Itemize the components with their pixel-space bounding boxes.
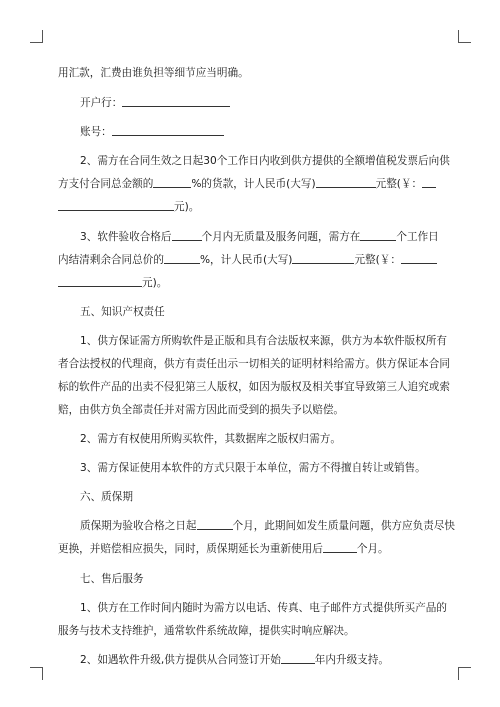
section-heading: 七、售后服务 — [80, 573, 144, 585]
paragraph-line: 服务与技术支持维护，通常软件系统故障，提供实时响应解决。 — [58, 625, 355, 637]
paragraph-line: 赔，由供方负全部责任并对需方因此而受到的损失予以赔偿。 — [58, 404, 345, 416]
account-blank — [112, 125, 224, 136]
paragraph-line: 元)。 — [58, 276, 167, 290]
section-heading: 五、知识产权责任 — [80, 306, 165, 318]
paragraph-line: 元)。 — [58, 200, 199, 214]
paragraph-line: 3、需方保证使用本软件的方式只限于本单位，需方不得擅自转让或销售。 — [80, 462, 426, 474]
workdays-blank — [360, 230, 396, 241]
paragraph-line: 3、软件验收合格后 个月内无质量及服务问题，需方在 个工作日 — [80, 231, 439, 243]
amount-figure-blank-cont — [58, 200, 174, 211]
paragraph-line: 者合法授权的代理商，供方有责任出示一切相关的证明材料给需方。供方保证本合同 — [58, 358, 450, 370]
bank-blank — [122, 96, 230, 107]
percent-blank — [164, 253, 200, 264]
paragraph-line: 方支付合同总金额的 %的货款，计人民币(大写) 元整(￥： — [58, 177, 436, 191]
paragraph-line: 2、如遇软件升级,供方提供从合同签订开始 年内升级支持。 — [80, 654, 389, 666]
amount-words-blank — [316, 177, 376, 188]
amount-figure-blank-cont — [58, 276, 142, 287]
account-label: 账号： — [80, 126, 112, 138]
crop-mark-top-right — [458, 30, 471, 43]
paragraph-line: 2、需方在合同生效之日起30个工作日内收到供方提供的全额增值税发票后向供 — [80, 155, 450, 167]
paragraph-line: 更换，并赔偿相应损失，同时，质保期延长为重新使用后 个月。 — [58, 543, 389, 555]
bank-label: 开户行： — [80, 97, 123, 109]
crop-mark-top-left — [30, 30, 43, 43]
section-heading: 六、质保期 — [80, 491, 133, 503]
upgrade-years-blank — [281, 653, 315, 664]
account-line — [80, 125, 224, 139]
paragraph-line: 内结清剩余合同总价的 %，计人民币(大写) 元整(￥： — [58, 253, 437, 267]
paragraph-line: 1、供方保证需方所购软件是正版和具有合法版权来源，供方为本软件版权所有 — [80, 335, 447, 347]
amount-words-blank — [292, 253, 354, 264]
crop-mark-bottom-left — [30, 667, 43, 680]
paragraph-line: 2、需方有权使用所购买软件，其数据库之版权归需方。 — [80, 433, 341, 445]
months-blank — [172, 230, 202, 241]
crop-mark-bottom-right — [458, 667, 471, 680]
paragraph-line: 标的软件产品的出卖不侵犯第三人版权，如因为版权及相关事宜导致第三人追究或索 — [58, 381, 450, 393]
paragraph-line: 质保期为验收合格之日起 个月，此期间如发生质量问题，供方应负责尽快 — [80, 520, 455, 532]
paragraph-line: 用汇款，汇费由谁负担等细节应当明确。 — [58, 67, 249, 79]
extended-months-blank — [323, 542, 357, 553]
paragraph-line: 1、供方在工作时间内随时为需方以电话、传真、电子邮件方式提供所买产品的 — [80, 602, 447, 614]
amount-figure-blank — [401, 253, 437, 264]
percent-blank — [153, 177, 191, 188]
amount-figure-blank — [422, 177, 436, 188]
warranty-months-blank — [197, 519, 233, 530]
bank-line — [80, 96, 230, 110]
